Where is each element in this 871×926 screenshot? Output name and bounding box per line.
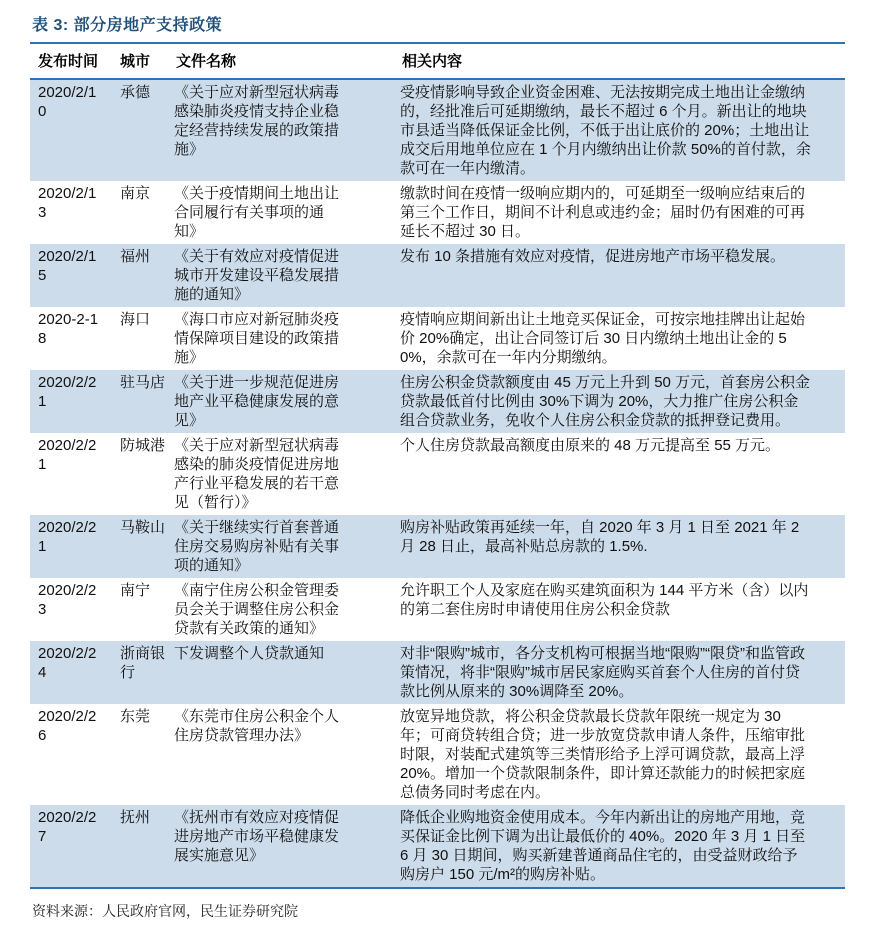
cell-city: 承德 xyxy=(120,84,151,101)
table-title: 表 3: 部分房地产支持政策 xyxy=(32,17,223,34)
cell-content: 发布 10 条措施有效应对疫情，促进房地产市场平稳发展。 xyxy=(400,248,786,265)
cell-date: 2020/2/21 xyxy=(38,437,97,473)
cell-date: 2020/2/24 xyxy=(38,645,97,681)
cell-doc: 《关于有效应对疫情促进城市开发建设平稳发展措施的通知》 xyxy=(174,248,340,303)
cell-city: 抚州 xyxy=(120,809,151,826)
cell-city: 海口 xyxy=(120,311,151,328)
cell-content: 住房公积金贷款额度由 45 万元上升到 50 万元，首套房公积金贷款最低首付比例由 30%下调为 20%，大力推广住房公积金组合贷款业务，免收个人住房公积金贷款的抵押登记费用。 xyxy=(400,374,811,429)
cell-doc: 《关于进一步规范促进房地产业平稳健康发展的意见》 xyxy=(174,374,340,429)
cell-date: 2020/2/23 xyxy=(38,582,97,618)
cell-date: 2020/2/21 xyxy=(38,374,97,410)
cell-city: 马鞍山 xyxy=(120,519,166,536)
cell-date: 2020/2/21 xyxy=(38,519,97,555)
cell-content: 购房补贴政策再延续一年，自 2020 年 3 月 1 日至 2021 年 2 月 28 日止，最高补贴总房款的 1.5%. xyxy=(400,519,800,555)
table-row xyxy=(30,79,845,181)
table-row xyxy=(30,181,845,244)
column-header-date: 发布时间 xyxy=(30,43,114,79)
cell-content: 个人住房贷款最高额度由原来的 48 万元提高至 55 万元。 xyxy=(400,437,781,454)
cell-city: 东莞 xyxy=(120,708,151,725)
cell-content: 受疫情影响导致企业资金困难、无法按期完成土地出让金缴纳的，经批准后可延期缴纳，最长不超过 6 个月。新出让的地块市县适当降低保证金比例，不低于出让底价的 20%；土地出让成交后用地单位应在 1 个月内缴纳出让价款 50%的首付款，余款可在一年内缴清。 xyxy=(400,84,811,177)
cell-doc: 《抚州市有效应对疫情促进房地产市场平稳健康发展实施意见》 xyxy=(174,809,340,864)
cell-doc: 《关于应对新型冠状病毒感染的肺炎疫情促进房地产行业平稳发展的若干意见（暂行）》 xyxy=(174,437,340,511)
table-row xyxy=(30,641,845,704)
column-header-city: 城市 xyxy=(114,43,170,79)
column-header-content: 相关内容 xyxy=(396,43,845,79)
cell-date: 2020/2/27 xyxy=(38,809,97,845)
policy-table xyxy=(30,42,845,889)
cell-city: 南京 xyxy=(120,185,151,202)
cell-city: 南宁 xyxy=(120,582,151,599)
table-row xyxy=(30,370,845,433)
cell-doc: 下发调整个人贷款通知 xyxy=(174,645,325,662)
table-row xyxy=(30,805,845,888)
cell-date: 2020/2/26 xyxy=(38,708,97,744)
cell-date: 2020/2/10 xyxy=(38,84,97,120)
source-note: 资料来源：人民政府官网，民生证券研究院 xyxy=(32,903,298,919)
cell-doc: 《东莞市住房公积金个人住房贷款管理办法》 xyxy=(174,708,340,744)
cell-doc: 《关于继续实行首套普通住房交易购房补贴有关事项的通知》 xyxy=(174,519,340,574)
cell-city: 浙商银行 xyxy=(120,645,166,681)
cell-date: 2020/2/13 xyxy=(38,185,97,221)
cell-content: 降低企业购地资金使用成本。今年内新出让的房地产用地，竞买保证金比例下调为出让最低价的 40%。2020 年 3 月 1 日至 6 月 30 日期间，购买新建普通商品住宅的，由受益财政给予购房户 150 元/m²的购房补贴。 xyxy=(400,809,806,883)
table-row xyxy=(30,244,845,307)
cell-content: 疫情响应期间新出让土地竞买保证金，可按宗地挂牌出让起始价 20%确定，出让合同签订后 30 日内缴纳土地出让金的 50%，余款可在一年内分期缴纳。 xyxy=(400,311,806,366)
column-header-doc: 文件名称 xyxy=(170,43,396,79)
table-row xyxy=(30,704,845,805)
cell-date: 2020-2-18 xyxy=(38,311,99,347)
table-row xyxy=(30,307,845,370)
cell-content: 缴款时间在疫情一级响应期内的，可延期至一级响应结束后的第三个工作日，期间不计利息或违约金；届时仍有困难的可再延长不超过 30 日。 xyxy=(400,185,806,240)
cell-doc: 《关于疫情期间土地出让合同履行有关事项的通知》 xyxy=(174,185,340,240)
cell-doc: 《南宁住房公积金管理委员会关于调整住房公积金贷款有关政策的通知》 xyxy=(174,582,340,637)
cell-doc: 《关于应对新型冠状病毒感染肺炎疫情支持企业稳定经营持续发展的政策措施》 xyxy=(174,84,340,158)
table-row xyxy=(30,578,845,641)
cell-content: 允许职工个人及家庭在购买建筑面积为 144 平方米（含）以内的第二套住房时申请使用住房公积金贷款 xyxy=(400,582,809,618)
cell-city: 福州 xyxy=(120,248,151,265)
cell-doc: 《海口市应对新冠肺炎疫情保障项目建设的政策措施》 xyxy=(174,311,340,366)
cell-city: 驻马店 xyxy=(120,374,166,391)
table-row xyxy=(30,515,845,578)
header-row xyxy=(30,43,845,79)
table-body xyxy=(30,79,845,888)
table-header xyxy=(30,43,845,79)
cell-date: 2020/2/15 xyxy=(38,248,97,284)
cell-city: 防城港 xyxy=(120,437,166,454)
table-row xyxy=(30,433,845,515)
cell-content: 放宽异地贷款，将公积金贷款最长贷款年限统一规定为 30 年；可商贷转组合贷；进一步放宽贷款申请人条件，压缩审批时限，对装配式建筑等三类情形给予上浮可调贷款，最高上浮 20%。增加一个贷款限制条件，即计算还款能力的时候把家庭总债务同时考虑在内。 xyxy=(400,708,806,801)
cell-content: 对非“限购”城市，各分支机构可根据当地“限购”“限贷”和监管政策情况，将非“限购”城市居民家庭购买首套个人住房的首付贷款比例从原来的 30%调降至 20%。 xyxy=(400,645,805,700)
